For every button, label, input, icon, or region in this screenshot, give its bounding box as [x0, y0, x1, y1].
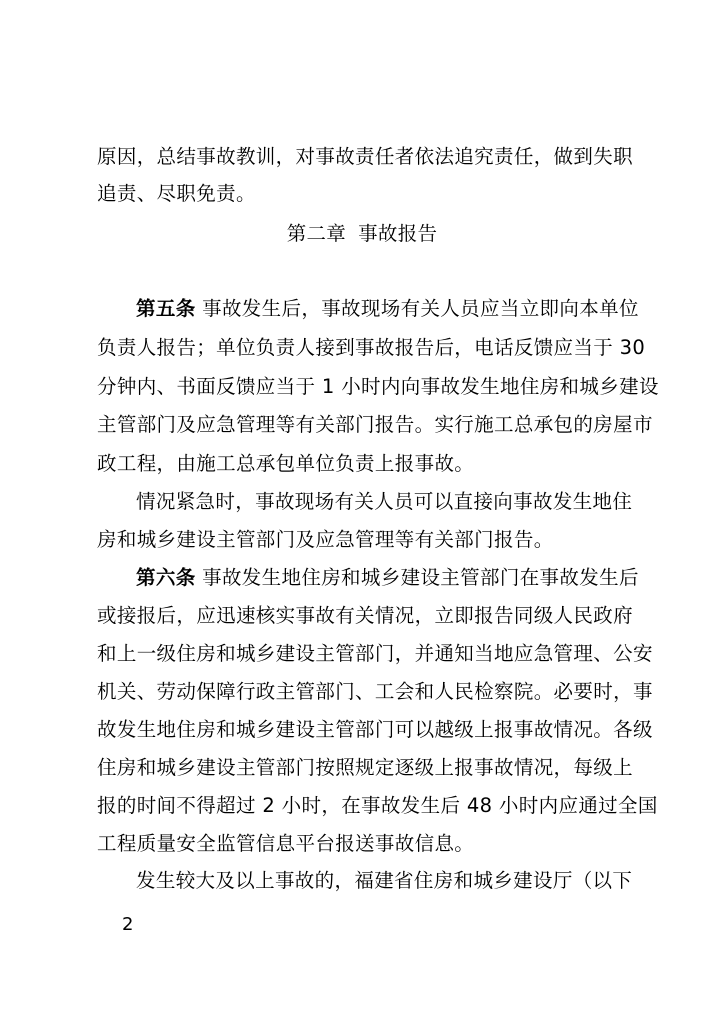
article6-text: 事故发生地住房和城乡建设主管部门在事故发生后	[195, 566, 639, 589]
article5-line-2: 负责人报告；单位负责人接到事故报告后，电话反馈应当于 30	[97, 336, 646, 359]
article6-line-1	[136, 566, 639, 590]
article6-line-6: 住房和城乡建设主管部门按照规定逐级上报事故情况，每级上	[97, 756, 633, 779]
article6-line-7: 报的时间不得超过 2 小时，在事故发生后 48 小时内应通过全国	[97, 794, 658, 817]
intro-line-1: 原因，总结事故教训，对事故责任者依法追究责任，做到失职	[97, 145, 633, 168]
article6-line-4: 机关、劳动保障行政主管部门、工会和人民检察院。必要时，事	[97, 680, 653, 703]
intro-line-2: 追责、尽职免责。	[97, 182, 256, 205]
chapter-title: 事故报告	[358, 222, 438, 245]
article5-line-1	[136, 297, 639, 321]
article5-p2-line-1: 情况紧急时，事故现场有关人员可以直接向事故发生地住	[136, 490, 633, 513]
article5-text: 事故发生后，事故现场有关人员应当立即向本单位	[195, 297, 639, 320]
article5-line-3: 分钟内、书面反馈应当于 1 小时内向事故发生地住房和城乡建设	[97, 375, 659, 398]
article5-line-4: 主管部门及应急管理等有关部门报告。实行施工总承包的房屋市	[97, 413, 653, 436]
page-number: 2	[122, 914, 134, 935]
article6-line-8: 工程质量安全监管信息平台报送事故信息。	[97, 832, 475, 855]
article6-p2-line-1: 发生较大及以上事故的，福建省住房和城乡建设厅（以下	[136, 869, 633, 892]
article6-line-3: 和上一级住房和城乡建设主管部门，并通知当地应急管理、公安	[97, 642, 653, 665]
chapter-heading	[0, 222, 724, 246]
article6-line-2: 或接报后，应迅速核实事故有关情况，立即报告同级人民政府	[97, 604, 633, 627]
article6-label: 第六条	[136, 566, 196, 589]
article5-label: 第五条	[136, 297, 196, 320]
article6-line-5: 故发生地住房和城乡建设主管部门可以越级上报事故情况。各级	[97, 718, 653, 741]
article5-p2-line-2: 房和城乡建设主管部门及应急管理等有关部门报告。	[97, 528, 554, 551]
chapter-number: 第二章	[286, 222, 347, 245]
article5-line-5: 政工程，由施工总承包单位负责上报事故。	[97, 452, 475, 475]
